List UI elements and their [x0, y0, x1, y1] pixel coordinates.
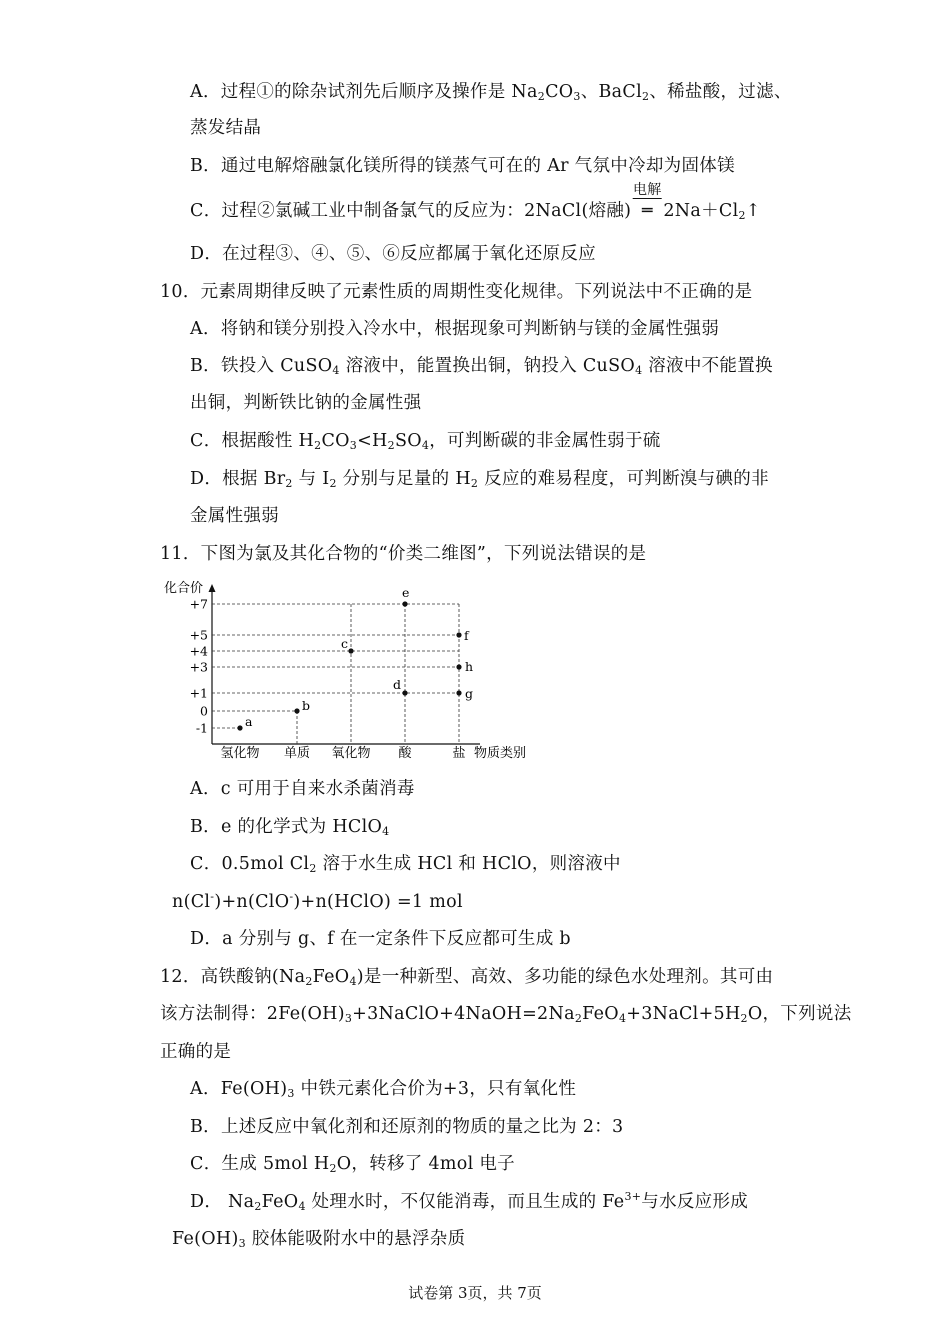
q11-option-c-cont: n(Cl-)+n(ClO-)+n(HClO) =1 mol: [172, 890, 463, 912]
data-point-label-h: h: [465, 659, 474, 674]
data-point-b: [294, 708, 299, 713]
q12-option-d-cont: $Fe(OH)_3$ 胶体能吸附水中的悬浮杂质: [172, 1229, 466, 1250]
y-tick-label: -1: [195, 720, 208, 736]
q12-stem-line3: 正确的是: [160, 1042, 232, 1062]
x-axis-title: 物质类别: [474, 746, 527, 761]
data-point-a: [237, 725, 242, 730]
q10-option-d-cont: 金属性强弱: [190, 506, 279, 526]
data-point-g: [456, 690, 461, 695]
x-category-label: 酸: [398, 746, 412, 761]
data-point-label-a: a: [245, 714, 253, 729]
q9-option-a-cont: 蒸发结晶: [190, 118, 262, 138]
data-point-h: [456, 664, 461, 669]
electrolysis-sign: 电解 ═: [633, 182, 662, 221]
page-footer: 试卷第 3页，共 7页: [408, 1284, 542, 1302]
y-tick-label: +3: [189, 659, 208, 675]
q10-option-c: C．根据酸性 $H_2CO_3<H_2SO_4$，可判断碳的非金属性弱于硫: [190, 431, 661, 452]
data-point-label-d: d: [393, 677, 402, 692]
y-tick-label: +1: [189, 685, 208, 701]
y-tick-label: +7: [189, 596, 208, 612]
y-tick-label: +4: [189, 643, 208, 659]
q10-option-b-cont: 出铜，判断铁比钠的金属性强: [190, 393, 422, 413]
q10-option-b: B．铁投入 CuSO$_4$ 溶液中，能置换出铜，钠投入 CuSO$_4$ 溶液中不能置换: [190, 356, 773, 377]
q11-option-c: C．0.5mol $Cl_2$ 溶于水生成 HCl 和 HClO，则溶液中: [190, 854, 621, 875]
data-point-label-c: c: [341, 636, 349, 651]
x-category-label: 氧化物: [331, 746, 371, 761]
data-point-label-e: e: [402, 585, 410, 600]
q10-stem: 10．元素周期律反映了元素性质的周期性变化规律。下列说法中不正确的是: [160, 282, 753, 302]
data-point-c: [348, 648, 353, 653]
y-tick-label: +5: [189, 627, 208, 643]
y-tick-label: 0: [200, 703, 208, 719]
q12-option-b: B．上述反应中氧化剂和还原剂的物质的量之比为 2：3: [190, 1117, 624, 1137]
data-point-label-b: b: [302, 698, 311, 713]
q9-option-b: B．通过电解熔融氯化镁所得的镁蒸气可在的 Ar 气氛中冷却为固体镁: [190, 156, 735, 176]
q9-option-d: D．在过程③、④、⑤、⑥反应都属于氧化还原反应: [190, 244, 596, 264]
q12-option-a: A．$Fe(OH)_3$ 中铁元素化合价为+3，只有氧化性: [190, 1079, 577, 1100]
q12-stem-line2: 该方法制得：$2Fe(OH)_3+3NaClO+4NaOH=2Na_2FeO_4+3NaCl+5H_2O$，下列说法: [160, 1004, 852, 1025]
q12-stem: 12．高铁酸钠$(Na_2FeO_4)$是一种新型、高效、多功能的绿色水处理剂。其可由: [160, 967, 774, 988]
data-point-label-g: g: [465, 686, 474, 701]
q12-option-c: C．生成 5mol $H_2O$，转移了 4mol 电子: [190, 1154, 515, 1175]
q11-option-a: A．c 可用于自来水杀菌消毒: [190, 779, 415, 799]
q11-option-b: B．e 的化学式为 HClO$_4$: [190, 817, 390, 838]
x-category-label: 盐: [452, 746, 466, 761]
x-category-label: 单质: [283, 746, 311, 761]
q10-option-a: A．将钠和镁分别投入冷水中，根据现象可判断钠与镁的金属性强弱: [190, 319, 720, 339]
data-point-d: [402, 690, 407, 695]
x-category-label: 氢化物: [220, 746, 260, 761]
data-point-f: [456, 632, 461, 637]
valence-class-chart: [160, 576, 540, 768]
y-axis-title: 化合价: [164, 581, 204, 596]
q11-stem: 11．下图为氯及其化合物的“价类二维图”，下列说法错误的是: [160, 544, 647, 564]
q10-option-d: D．根据 $Br_2$ 与 $I_2$ 分别与足量的 $H_2$ 反应的难易程度，可判断溴与碘的非: [190, 469, 769, 490]
data-point-label-f: f: [464, 628, 469, 643]
q9-option-a: A．过程①的除杂试剂先后顺序及操作是 $Na_2CO_3$、BaCl$_2$、稀盐酸，过滤、: [190, 82, 792, 103]
y-axis-arrow: [209, 584, 216, 592]
q12-option-d: D． $Na_2FeO_4$ 处理水时，不仅能消毒，而且生成的 $Fe^{3+}$与水反应形成: [190, 1190, 749, 1213]
q9-option-c: C．过程②氯碱工业中制备氯气的反应为：2NaCl(熔融) 电解 ═ $2Na+Cl_2↑$: [190, 197, 761, 225]
data-point-e: [402, 601, 407, 606]
q11-option-d: D．a 分别与 g、f 在一定条件下反应都可生成 b: [190, 929, 571, 949]
